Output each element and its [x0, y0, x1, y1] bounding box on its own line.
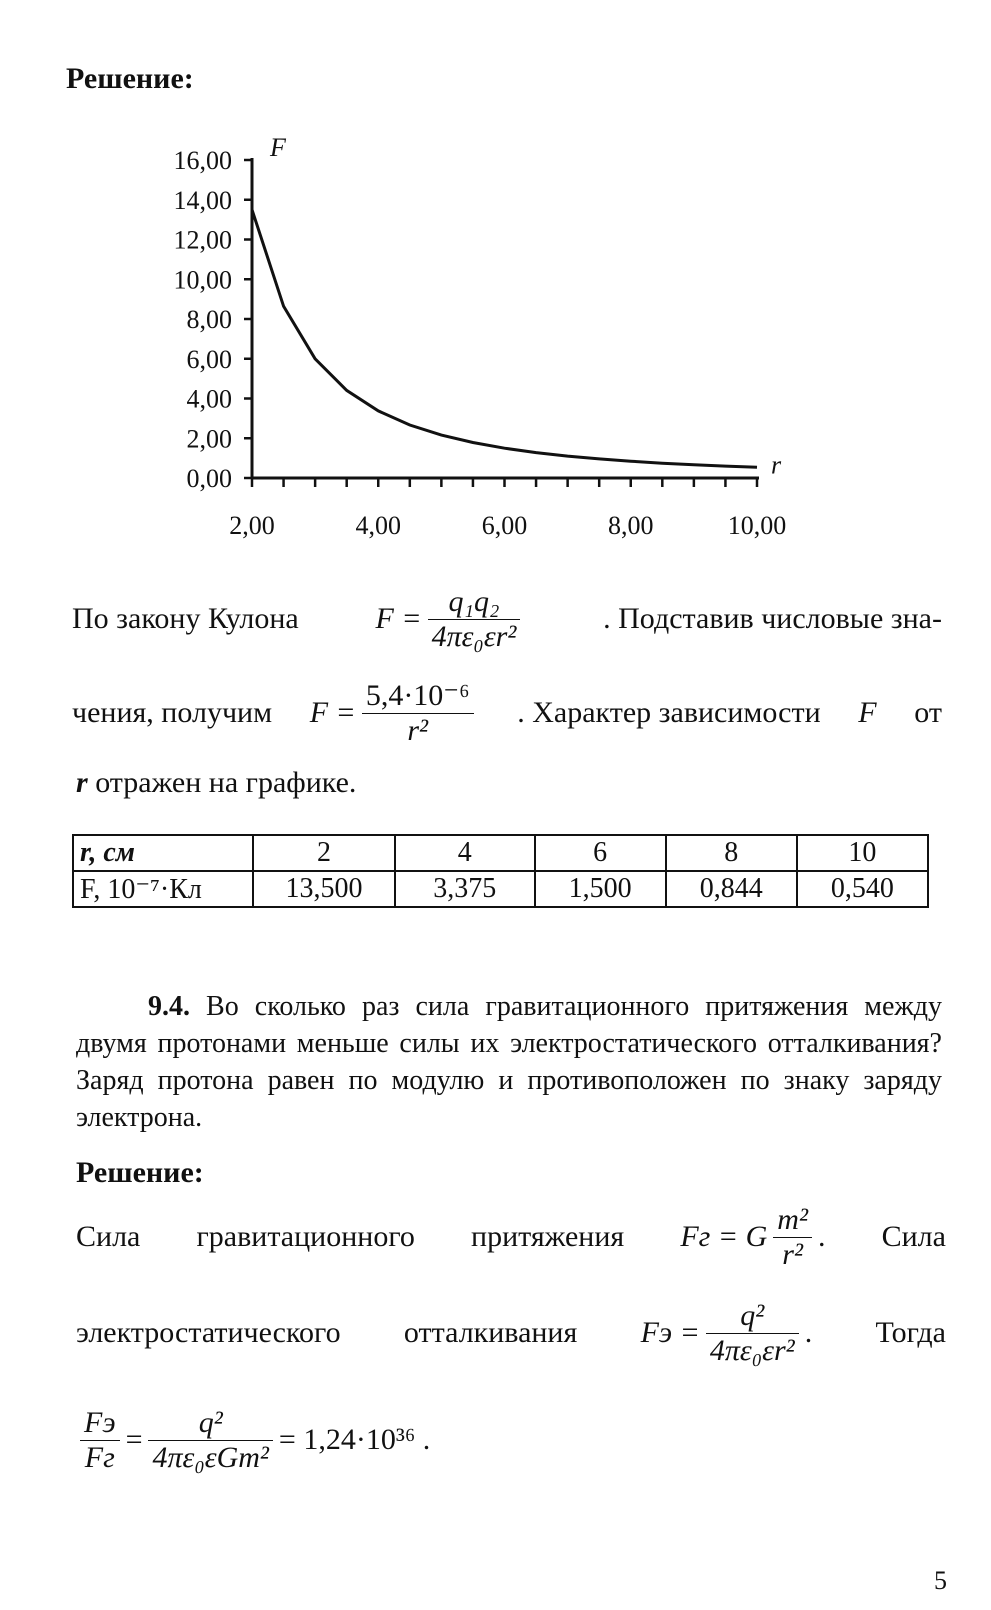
coulomb-denominator: 4πε₀εr²: [431, 619, 517, 653]
table-header-f: F, 10⁻⁷·Кл: [73, 871, 253, 907]
gravity-dot: .: [817, 1220, 826, 1253]
electrostatic-paragraph: [76, 1296, 946, 1370]
y-tick-label: 4,00: [186, 384, 232, 414]
coulomb-numerator: q₁q₂: [428, 587, 521, 620]
table-cell: 0,844: [666, 871, 797, 907]
graph-reference-text: отражен на графике.: [95, 766, 357, 799]
result-numerator: 5,4·10⁻⁶: [362, 681, 474, 714]
table-row: [73, 871, 928, 907]
y-tick-label: 2,00: [186, 424, 232, 454]
var-r: r: [76, 766, 88, 799]
problem-9-4: [76, 988, 942, 1136]
y-axis-label: F: [270, 133, 286, 162]
gravity-numerator: m²: [773, 1205, 812, 1238]
ratio-right-numerator: q²: [148, 1408, 272, 1441]
var-f: F: [858, 696, 877, 729]
ratio-eq: =: [125, 1423, 143, 1456]
result-f-eq: F =: [309, 696, 356, 729]
electro-word3: Тогда: [875, 1316, 946, 1349]
table-header-r: r, см: [73, 835, 253, 871]
coulomb-law-paragraph: [72, 584, 942, 654]
dependence-text: . Характер зависимости: [517, 696, 821, 729]
table-cell: 1,500: [535, 871, 666, 907]
result-text: чения, получим: [72, 696, 273, 729]
ratio-formula: [80, 1398, 430, 1482]
gravity-paragraph: [76, 1200, 946, 1274]
substitution-text: . Подставив числовые зна-: [603, 602, 942, 635]
graph-reference: [76, 768, 356, 798]
electro-f-eq: Fэ =: [640, 1316, 700, 1349]
x-tick-label: 8,00: [608, 511, 654, 540]
ratio-left-fraction: [80, 1405, 120, 1474]
coulomb-text: По закону Кулона: [72, 602, 299, 635]
electro-dot: .: [804, 1316, 813, 1349]
ratio-left-numerator: Fэ: [80, 1408, 120, 1441]
page-number: 5: [934, 1566, 947, 1595]
gravity-word3: притяжения: [471, 1220, 625, 1253]
table-row: [73, 835, 928, 871]
gravity-word1: Сила: [76, 1220, 141, 1253]
x-tick-label: 6,00: [481, 511, 528, 540]
gravity-word4: Сила: [881, 1220, 946, 1253]
electro-denominator: 4πε₀εr²: [709, 1333, 795, 1367]
table-cell: 6: [535, 835, 666, 871]
x-axis-label: r: [771, 450, 782, 480]
y-tick-label: 16,00: [173, 146, 232, 175]
y-tick-label: 12,00: [173, 225, 232, 255]
ratio-right-denominator: 4πε₀εGm²: [152, 1440, 269, 1474]
electro-numerator: q²: [706, 1301, 799, 1334]
electro-word2: отталкивания: [403, 1316, 578, 1349]
x-tick-label: 2,00: [229, 511, 275, 540]
table-cell: 3,375: [395, 871, 535, 907]
x-tick-label: 10,00: [727, 511, 787, 540]
force-distance-chart: [0, 130, 991, 550]
result-paragraph: [72, 678, 942, 748]
gravity-f-eq: Fг = G: [680, 1220, 768, 1253]
table-cell: 8: [666, 835, 797, 871]
force-curve: [252, 210, 757, 468]
table-cell: 10: [797, 835, 928, 871]
x-tick-label: 4,00: [355, 511, 401, 540]
y-tick-label: 14,00: [173, 185, 232, 215]
gravity-denominator: r²: [782, 1237, 803, 1271]
y-tick-label: 6,00: [186, 344, 232, 374]
result-fraction: [362, 678, 474, 747]
result-denominator: r²: [407, 713, 429, 747]
table-cell: 13,500: [253, 871, 395, 907]
y-tick-label: 0,00: [186, 464, 232, 493]
from-text: от: [914, 696, 942, 729]
table-cell: 0,540: [797, 871, 928, 907]
coulomb-fraction: [428, 584, 521, 653]
gravity-fraction: [773, 1202, 812, 1271]
y-tick-label: 8,00: [186, 305, 232, 334]
y-tick-label: 10,00: [173, 265, 232, 295]
problem-text: Во сколько раз сила гравитационного притяжения между двумя протонами меньше силы их электростатического отталкивания? Заряд протона равен по модулю и противоположен по знаку заряду электрона.: [76, 991, 942, 1133]
values-table: [72, 834, 929, 908]
ratio-right-fraction: [148, 1405, 272, 1474]
table-cell: 4: [395, 835, 535, 871]
heading-solution: Решение:: [66, 62, 194, 95]
gravity-word2: гравитационного: [196, 1220, 415, 1253]
table-cell: 2: [253, 835, 395, 871]
ratio-left-denominator: Fг: [84, 1440, 115, 1474]
ratio-result: = 1,24·10³⁶ .: [278, 1423, 431, 1456]
heading-solution-2: Решение:: [76, 1156, 204, 1189]
electro-fraction: [706, 1298, 799, 1367]
electro-word1: электростатического: [76, 1316, 341, 1349]
problem-number: 9.4.: [148, 991, 190, 1022]
coulomb-f-eq: F =: [375, 602, 422, 635]
